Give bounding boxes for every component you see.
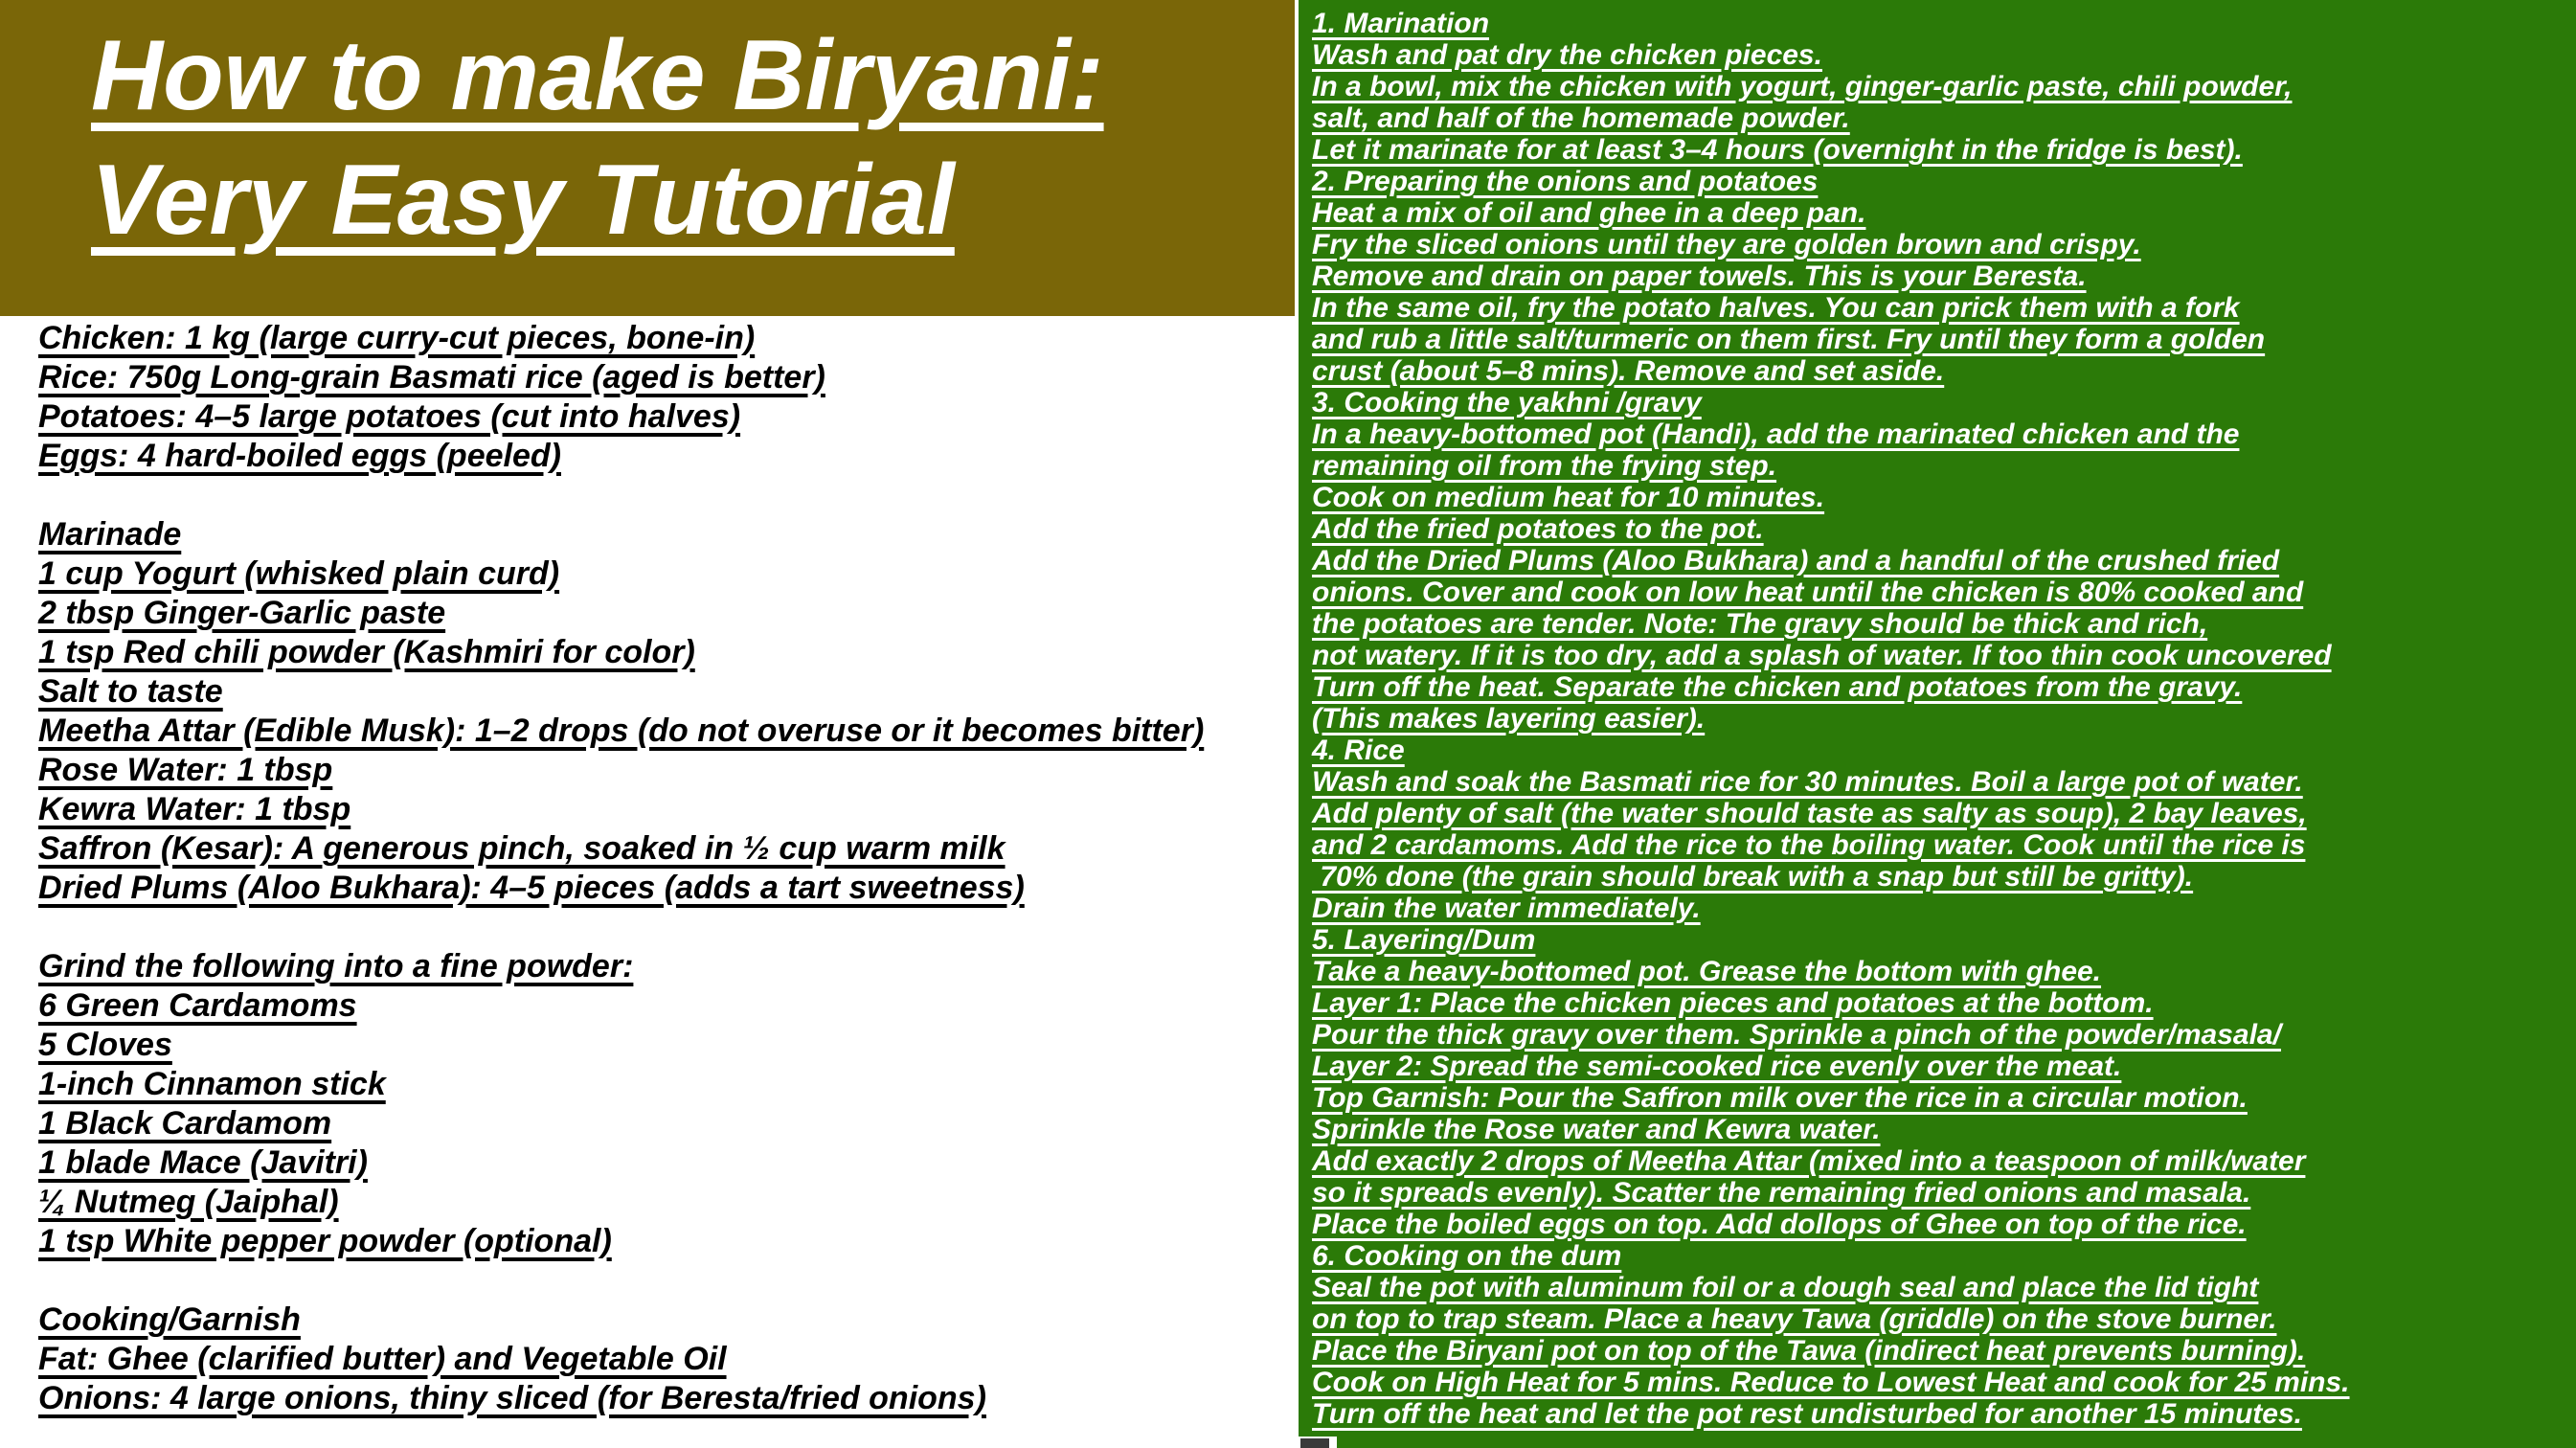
instruction-line: not watery. If it is too dry, add a splash of water. If too thin cook uncovered bbox=[1312, 640, 2332, 671]
ingredient-line: 6 Green Cardamoms bbox=[38, 987, 357, 1024]
instruction-line: Remove and drain on paper towels. This is your Beresta. bbox=[1312, 260, 2087, 292]
title-banner bbox=[0, 0, 1295, 316]
ingredient-line: 1 cup Yogurt (whisked plain curd) bbox=[38, 555, 560, 592]
instruction-line: In the same oil, fry the potato halves. You can prick them with a fork bbox=[1312, 292, 2240, 324]
ingredient-line: Meetha Attar (Edible Musk): 1–2 drops (do not overuse or it becomes bitter) bbox=[38, 713, 1205, 749]
instruction-line: Top Garnish: Pour the Saffron milk over the rice in a circular motion. bbox=[1312, 1082, 2248, 1114]
instruction-line: Wash and soak the Basmati rice for 30 minutes. Boil a large pot of water. bbox=[1312, 766, 2303, 798]
instruction-line: 4. Rice bbox=[1312, 735, 1405, 766]
instruction-line: 2. Preparing the onions and potatoes bbox=[1312, 166, 1819, 197]
instruction-line: Seal the pot with aluminum foil or a dough seal and place the lid tight bbox=[1312, 1272, 2259, 1303]
instruction-line: Heat a mix of oil and ghee in a deep pan. bbox=[1312, 197, 1866, 229]
instruction-line: Place the boiled eggs on top. Add dollops of Ghee on top of the rice. bbox=[1312, 1209, 2247, 1240]
title-line-2: Very Easy Tutorial bbox=[91, 145, 955, 256]
ingredient-line: Cooking/Garnish bbox=[38, 1301, 301, 1338]
ingredient-line: Salt to taste bbox=[38, 673, 223, 710]
instruction-line: Turn off the heat. Separate the chicken and potatoes from the gravy. bbox=[1312, 671, 2243, 703]
instruction-line: Layer 1: Place the chicken pieces and potatoes at the bottom. bbox=[1312, 987, 2154, 1019]
instruction-line: remaining oil from the frying step. bbox=[1312, 450, 1777, 482]
instructions-panel bbox=[1299, 0, 2576, 1448]
instruction-line: Take a heavy-bottomed pot. Grease the bottom with ghee. bbox=[1312, 956, 2102, 987]
ingredient-line: 1 Black Cardamom bbox=[38, 1105, 332, 1142]
ingredient-line: Saffron (Kesar): A generous pinch, soaked in ½ cup warm milk bbox=[38, 830, 1006, 867]
ingredient-line: Chicken: 1 kg (large curry-cut pieces, bone-in) bbox=[38, 320, 756, 356]
instruction-line: Pour the thick gravy over them. Sprinkle a pinch of the powder/masala/ bbox=[1312, 1019, 2281, 1051]
ingredient-line: 1-inch Cinnamon stick bbox=[38, 1066, 386, 1102]
instruction-line: crust (about 5–8 mins). Remove and set aside. bbox=[1312, 355, 1945, 387]
title-line-1: How to make Biryani: bbox=[91, 20, 1104, 131]
instruction-line: salt, and half of the homemade powder. bbox=[1312, 102, 1850, 134]
instruction-line: Turn off the heat and let the pot rest undisturbed for another 15 minutes. bbox=[1312, 1398, 2302, 1430]
instruction-line: the potatoes are tender. Note: The gravy should be thick and rich, bbox=[1312, 608, 2208, 640]
instruction-line: and rub a little salt/turmeric on them first. Fry until they form a golden bbox=[1312, 324, 2266, 355]
ingredient-line: Potatoes: 4–5 large potatoes (cut into halves) bbox=[38, 398, 741, 435]
ingredient-line: 5 Cloves bbox=[38, 1027, 172, 1063]
instruction-line: 3. Cooking the yakhni /gravy bbox=[1312, 387, 1702, 419]
instruction-line: Drain the water immediately. bbox=[1312, 893, 1701, 924]
instruction-line: so it spreads evenly). Scatter the remaining fried onions and masala. bbox=[1312, 1177, 2251, 1209]
ingredient-line: 1 blade Mace (Javitri) bbox=[38, 1144, 368, 1181]
ingredient-line: Kewra Water: 1 tbsp bbox=[38, 791, 351, 827]
instruction-line: In a heavy-bottomed pot (Handi), add the marinated chicken and the bbox=[1312, 419, 2240, 450]
instruction-line: and 2 cardamoms. Add the rice to the boiling water. Cook until the rice is bbox=[1312, 829, 2306, 861]
panel-corner-marker bbox=[1300, 1438, 1329, 1448]
ingredient-line bbox=[38, 1261, 1293, 1301]
instruction-line: Cook on medium heat for 10 minutes. bbox=[1312, 482, 1825, 513]
ingredients-list bbox=[38, 319, 1293, 1418]
page-title bbox=[91, 13, 1104, 262]
instruction-line: on top to trap steam. Place a heavy Tawa (griddle) on the stove burner. bbox=[1312, 1303, 2277, 1335]
instruction-line: Add exactly 2 drops of Meetha Attar (mixed into a teaspoon of milk/water bbox=[1312, 1145, 2306, 1177]
instruction-line: 1. Marination bbox=[1312, 8, 1490, 39]
ingredient-line: Fat: Ghee (clarified butter) and Vegetable Oil bbox=[38, 1341, 727, 1377]
instruction-line: 6. Cooking on the dum bbox=[1312, 1240, 1622, 1272]
instruction-line: Cook on High Heat for 5 mins. Reduce to Lowest Heat and cook for 25 mins. bbox=[1312, 1367, 2350, 1398]
instruction-line: (This makes layering easier). bbox=[1312, 703, 1706, 735]
instruction-line: 5. Layering/Dum bbox=[1312, 924, 1536, 956]
ingredient-line: Dried Plums (Aloo Bukhara): 4–5 pieces (adds a tart sweetness) bbox=[38, 870, 1025, 906]
ingredient-line bbox=[38, 908, 1293, 947]
ingredient-line bbox=[38, 476, 1293, 515]
ingredient-line: Grind the following into a fine powder: bbox=[38, 948, 634, 984]
instruction-line: Let it marinate for at least 3–4 hours (overnight in the fridge is best). bbox=[1312, 134, 2243, 166]
instruction-line: 70% done (the grain should break with a snap but still be gritty). bbox=[1312, 861, 2194, 893]
instruction-line: Add plenty of salt (the water should taste as salty as soup), 2 bay leaves, bbox=[1312, 798, 2307, 829]
ingredient-line: 1 tsp White pepper powder (optional) bbox=[38, 1223, 612, 1259]
ingredient-line: 2 tbsp Ginger-Garlic paste bbox=[38, 595, 446, 631]
ingredient-line: Onions: 4 large onions, thiny sliced (for Beresta/fried onions) bbox=[38, 1380, 986, 1416]
instruction-line: Fry the sliced onions until they are golden brown and crispy. bbox=[1312, 229, 2141, 260]
instruction-line: Place the Biryani pot on top of the Tawa (indirect heat prevents burning). bbox=[1312, 1335, 2306, 1367]
ingredient-line: 1 tsp Red chili powder (Kashmiri for color) bbox=[38, 634, 695, 670]
instruction-line: In a bowl, mix the chicken with yogurt, ginger-garlic paste, chili powder, bbox=[1312, 71, 2293, 102]
ingredient-line: Eggs: 4 hard-boiled eggs (peeled) bbox=[38, 438, 561, 474]
instruction-line: Add the fried potatoes to the pot. bbox=[1312, 513, 1764, 545]
instruction-line: Add the Dried Plums (Aloo Bukhara) and a handful of the crushed fried bbox=[1312, 545, 2280, 577]
ingredient-line: Marinade bbox=[38, 516, 182, 553]
ingredient-line: Rose Water: 1 tbsp bbox=[38, 752, 333, 788]
instruction-line: Layer 2: Spread the semi-cooked rice evenly over the meat. bbox=[1312, 1051, 2122, 1082]
ingredient-line: ¼ Nutmeg (Jaiphal) bbox=[38, 1184, 339, 1220]
ingredient-line: Rice: 750g Long-grain Basmati rice (aged is better) bbox=[38, 359, 825, 396]
instruction-line: Sprinkle the Rose water and Kewra water. bbox=[1312, 1114, 1881, 1145]
instruction-line: Wash and pat dry the chicken pieces. bbox=[1312, 39, 1822, 71]
instruction-line: onions. Cover and cook on low heat until the chicken is 80% cooked and bbox=[1312, 577, 2304, 608]
